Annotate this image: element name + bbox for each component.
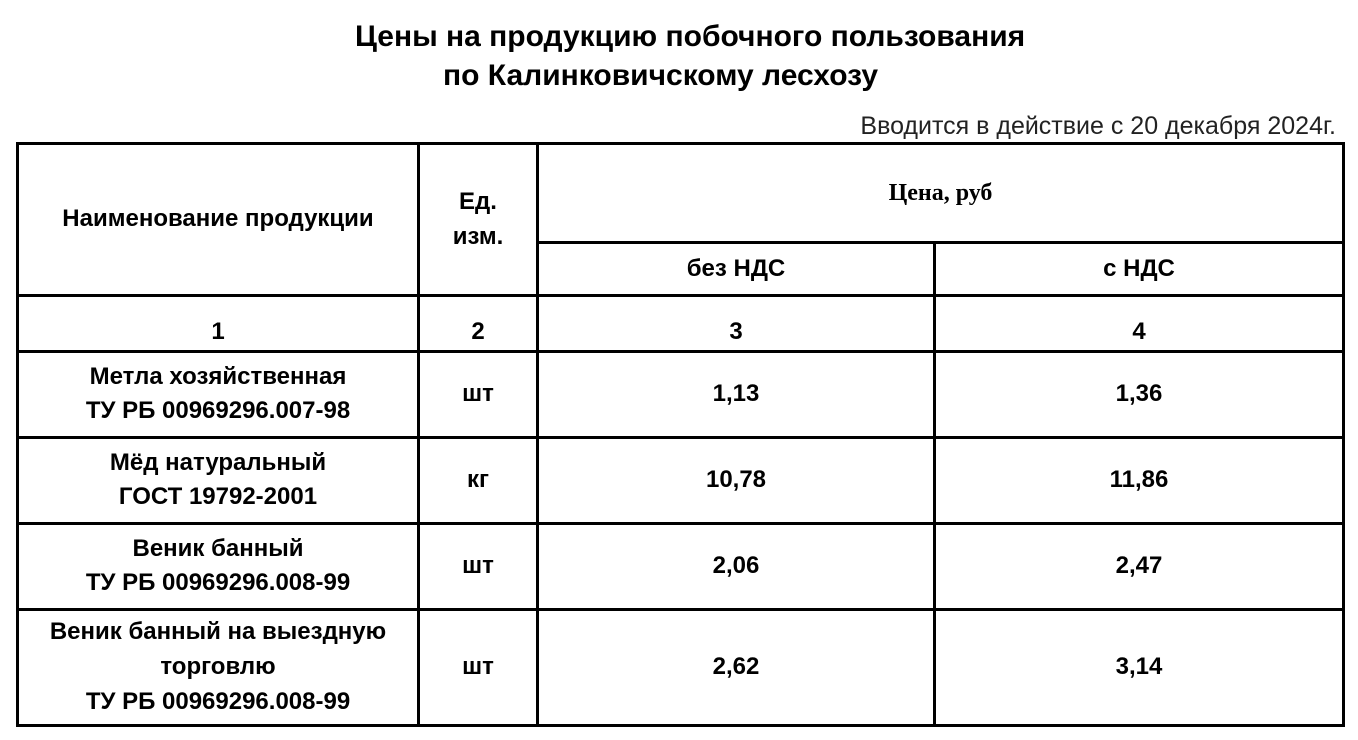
column-number-1: 1 (18, 296, 419, 352)
header-unit-line1: Ед. (459, 187, 497, 215)
unit-cell: шт (419, 351, 538, 437)
product-name (18, 437, 419, 523)
header-product-name: Наименование продукции (18, 144, 419, 296)
price-with-vat-cell: 1,36 (935, 351, 1344, 437)
table-row (18, 609, 1344, 725)
price-without-vat-cell: 10,78 (538, 437, 935, 523)
column-number-2: 2 (419, 296, 538, 352)
document-title-line1: Цены на продукцию побочного пользования (355, 20, 1026, 53)
header-price-without-vat: без НДС (538, 243, 935, 296)
column-number-4: 4 (935, 296, 1344, 352)
product-name (18, 609, 419, 725)
product-name-line: Веник банный (132, 534, 304, 562)
unit-cell: кг (419, 437, 538, 523)
product-name (18, 351, 419, 437)
product-spec-line: ТУ РБ 00969296.008-99 (85, 569, 351, 597)
unit-cell: шт (419, 609, 538, 725)
product-name-line: Метла хозяйственная (89, 362, 347, 390)
price-without-vat-cell: 2,62 (538, 609, 935, 725)
price-with-vat-cell: 11,86 (935, 437, 1344, 523)
price-with-vat-cell: 2,47 (935, 523, 1344, 609)
product-name (18, 523, 419, 609)
table-row (18, 351, 1344, 437)
price-without-vat-cell: 1,13 (538, 351, 935, 437)
header-unit-line2: изм. (452, 222, 504, 250)
price-table (16, 142, 1345, 727)
header-price-with-vat: с НДС (935, 243, 1344, 296)
product-name-line: Веник банный на выездную (49, 618, 387, 646)
column-number-3: 3 (538, 296, 935, 352)
column-numbers-row (18, 296, 1344, 352)
product-name-line: торговлю (160, 652, 276, 680)
product-spec-line: ТУ РБ 00969296.007-98 (85, 397, 351, 425)
document-title-line2: по Калинковичскому лесхозу (443, 59, 879, 92)
table-row (18, 523, 1344, 609)
header-price: Цена, руб (538, 144, 1344, 243)
product-spec-line: ТУ РБ 00969296.008-99 (85, 687, 351, 715)
product-name-line: Мёд натуральный (109, 448, 327, 476)
effective-date-note: Вводится в действие с 20 декабря 2024г. (860, 112, 1336, 140)
unit-cell: шт (419, 523, 538, 609)
table-row (18, 437, 1344, 523)
header-row-top (18, 144, 1344, 243)
price-without-vat-cell: 2,06 (538, 523, 935, 609)
product-spec-line: ГОСТ 19792-2001 (118, 483, 318, 511)
header-unit (419, 144, 538, 296)
price-with-vat-cell: 3,14 (935, 609, 1344, 725)
